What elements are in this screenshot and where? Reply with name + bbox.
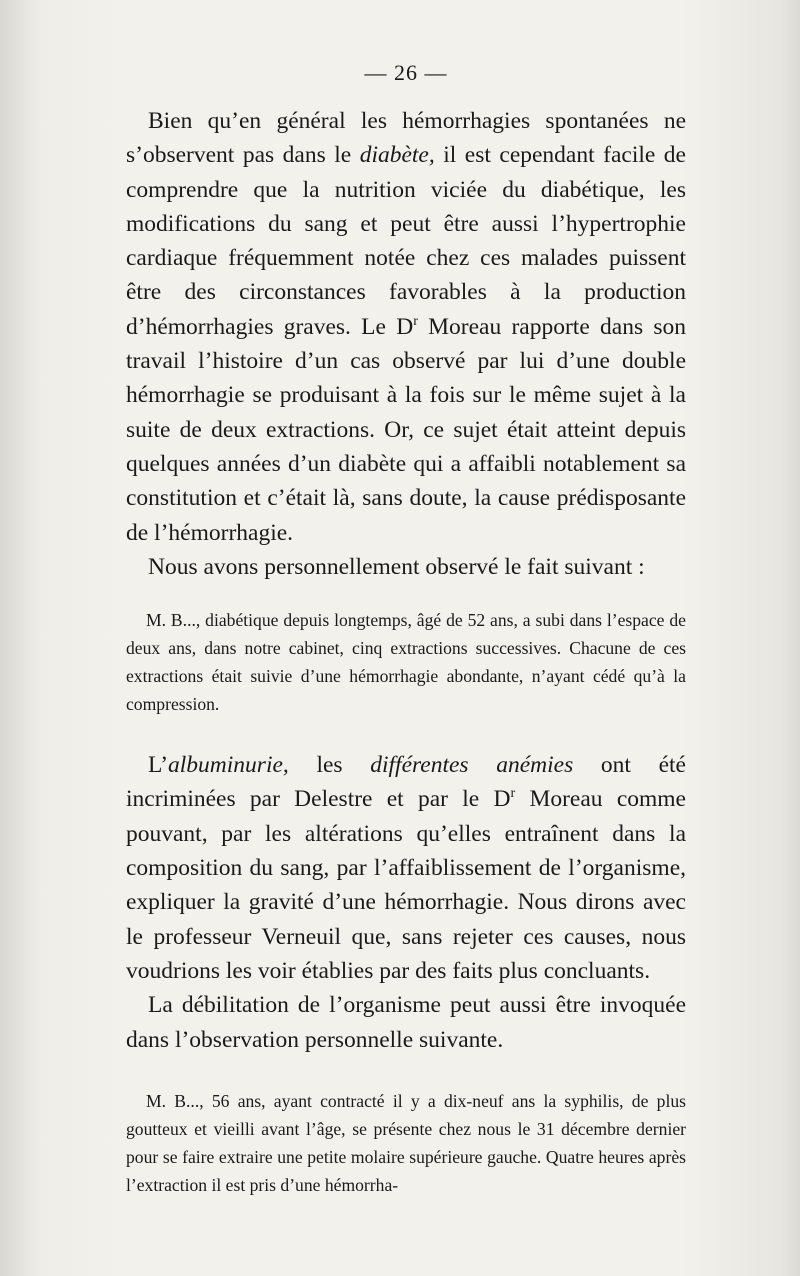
page-number: — 26 — xyxy=(364,60,448,85)
paragraph-diabete xyxy=(126,104,686,550)
text-run: ont été incriminées par Delestre et par le D xyxy=(126,752,686,813)
italic-term: albuminurie, xyxy=(168,752,289,779)
superscript: r xyxy=(510,785,516,802)
text-run: Bien qu’en général les hémorrhagies spontanées ne s’observent pas dans le xyxy=(126,108,686,169)
observation-1: M. B..., diabétique depuis longtemps, âgé de 52 ans, a subi dans l’espace de deux ans, dans notre cabinet, cinq extractions successives. Chacune de ces extractions était suivie d’une hémorrhagie abondante, n’ayant cédé qu’à la compression. xyxy=(126,610,686,715)
observation-2: M. B..., 56 ans, ayant contracté il y a dix-neuf ans la syphilis, de plus goutteux et vieilli avant l’âge, se présente chez nous le 31 décembre dernier pour se faire extraire une petite molaire supérieure gauche. Quatre heures après l’extraction il est pris d’une hémorrha- xyxy=(126,1090,686,1195)
italic-term: différentes anémies xyxy=(370,752,574,779)
page-content xyxy=(126,60,686,1199)
text-run: Moreau rapporte dans son travail l’histoire d’un cas observé par lui d’une double hémorrhagie se produisant à la fois sur le même sujet à la suite de deux extractions. Or, ce sujet était atteint depuis quelques années d’un diabète qui a affaibli notablement sa constitution et c’était là, sans doute, la cause prédisposante de l’hémorrhagie. xyxy=(126,313,686,546)
text-run: L’ xyxy=(148,752,169,779)
text-run: Moreau comme pouvant, par les altérations qu’elles entraînent dans la composition du sang, par l’affaiblissement de l’organisme, expliquer la gravité d’une hémorrhagie. Nous dirons avec le professeur Verneuil que, sans rejeter ces causes, nous voudrions les voir établies par des faits plus concluants. xyxy=(126,786,686,984)
italic-term: diabète, xyxy=(359,142,435,169)
paragraph-albuminurie xyxy=(126,748,686,988)
paragraph-observation-intro: Nous avons personnellement observé le fait suivant : xyxy=(148,553,645,580)
paragraph-debilitation: La débilitation de l’organisme peut aussi être invoquée dans l’observation personnelle suivante. xyxy=(126,992,686,1053)
text-run: les xyxy=(288,752,371,779)
text-run: il est cependant facile de comprendre que la nutrition viciée du diabétique, les modifications du sang et peut être aussi l’hypertrophie cardiaque fréquemment notée chez ces malades puissent être des circonstances favorables à la production d’hémorrhagies graves. Le D xyxy=(126,142,686,340)
superscript: r xyxy=(413,312,418,329)
